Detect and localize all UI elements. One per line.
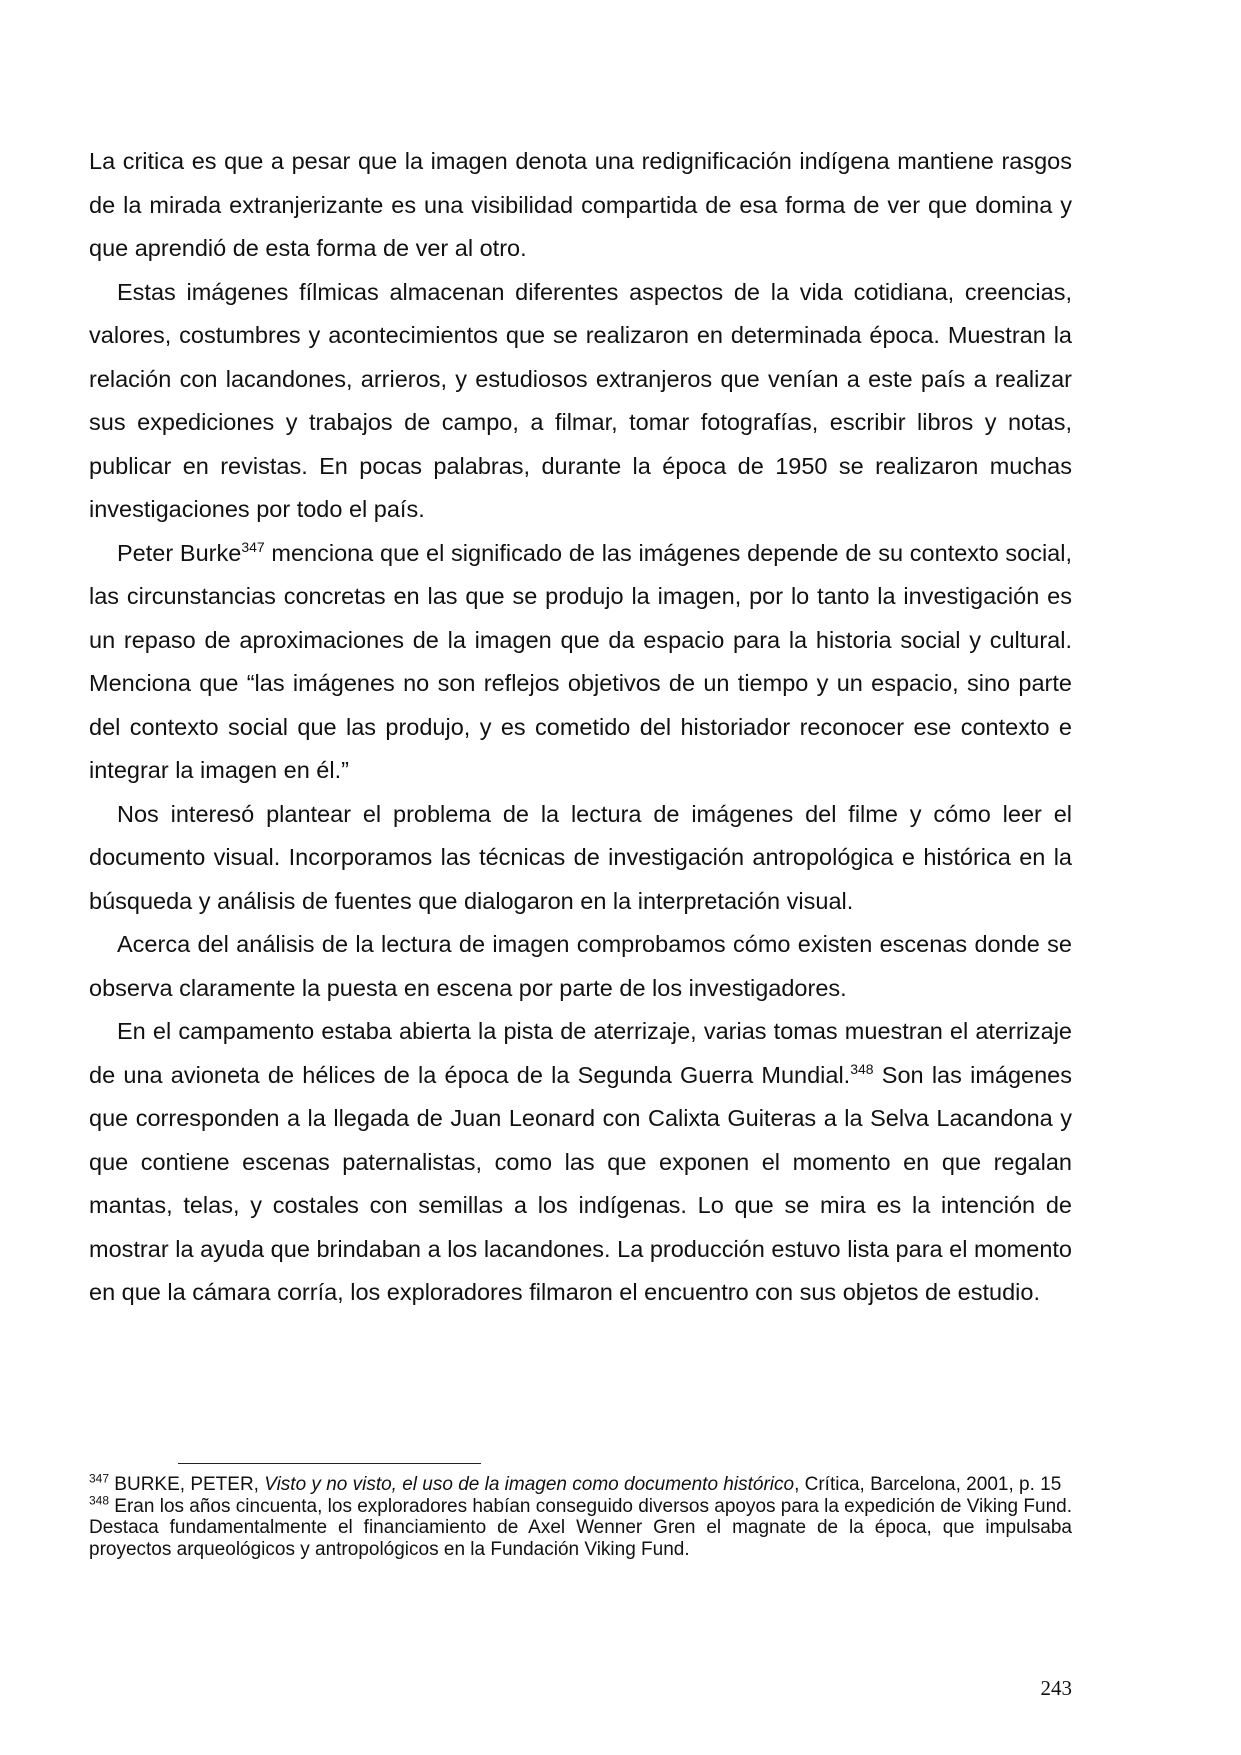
footnote-ref-347[interactable]: 347 bbox=[241, 538, 265, 555]
footnote-number-348: 348 bbox=[89, 1493, 110, 1508]
paragraph-2: Estas imágenes fílmicas almacenan diferentes aspectos de la vida cotidiana, creencias, valores, costumbres y acontecimientos que se realizaron en determinada época. Muestran la relación con lacandones, arrieros, y estudiosos extranjeros que venían a este país a realizar sus expediciones y trabajos de campo, a filmar, tomar fotografías, escribir libros y notas, publicar en revistas. En pocas palabras, durante la época de 1950 se realizaron muchas investigaciones por todo el país. bbox=[89, 278, 1072, 522]
paragraph-3-text-end: menciona que el significado de las imágenes depende de su contexto social, las circunstancias concretas en las que se produjo la imagen, por lo tanto la investigación es un repaso de aproximaciones de la imagen que da espacio para la historia social y cultural. Menciona que “las imágenes no son reflejos objetivos de un tiempo y un espacio, sino parte del contexto social que las produjo, y es cometido del historiador reconocer ese contexto e integrar la imagen en él.” bbox=[89, 539, 1073, 783]
footnote-347-title: Visto y no visto, el uso de la imagen como documento histórico bbox=[264, 1474, 795, 1495]
footnote-separator bbox=[178, 1463, 481, 1464]
paragraph-3 bbox=[89, 532, 1072, 793]
paragraph-6-text-end: Son las imágenes que corresponden a la llegada de Juan Leonard con Calixta Guiteras a la Selva Lacandona y que contiene escenas paternalistas, como las que exponen el momento en que regalan mantas, telas, y costales con semillas a los indígenas. Lo que se mira es la intención de mostrar la ayuda que brindaban a los lacandones. La producción estuvo lista para el momento en que la cámara corría, los exploradores filmaron el encuentro con sus objetos de estudio. bbox=[89, 1061, 1073, 1305]
paragraph-4: Nos interesó plantear el problema de la lectura de imágenes del filme y cómo leer el documento visual. Incorporamos las técnicas de investigación antropológica e histórica en la búsqueda y análisis de fuentes que dialogaron en la interpretación visual. bbox=[89, 800, 1072, 914]
footnote-347 bbox=[89, 1471, 1072, 1496]
paragraph-5: Acerca del análisis de la lectura de imagen comprobamos cómo existen escenas donde se observa claramente la puesta en escena por parte de los investigadores. bbox=[89, 931, 1072, 1001]
page-number: 243 bbox=[1040, 1676, 1072, 1700]
paragraph-3-text-start: Peter Burke bbox=[117, 539, 242, 566]
footnotes bbox=[89, 1471, 1072, 1560]
paragraph-6 bbox=[89, 1010, 1072, 1315]
footnote-ref-348[interactable]: 348 bbox=[850, 1060, 874, 1077]
footnote-348 bbox=[89, 1493, 1072, 1561]
paragraph-6-text-start: En el campamento estaba abierta la pista de aterrizaje, varias tomas muestran el aterrizaje de una avioneta de hélices de la época de la Segunda Guerra Mundial. bbox=[89, 1018, 1072, 1088]
body-text bbox=[89, 140, 1072, 1315]
footnote-347-author: BURKE, PETER, bbox=[109, 1474, 265, 1495]
footnote-number-347: 347 bbox=[89, 1471, 110, 1486]
footnote-348-text: Eran los años cincuenta, los exploradores habían conseguido diversos apoyos para la expedición de Viking Fund. Destaca fundamentalmente el financiamiento de Axel Wenner Gren el magnate de la época, que impulsaba proyectos arqueológicos y antropológicos en la Fundación Viking Fund. bbox=[89, 1495, 1072, 1560]
footnote-347-publication: , Crítica, Barcelona, 2001, p. 15 bbox=[794, 1474, 1062, 1495]
paragraph-1: La critica es que a pesar que la imagen denota una redignificación indígena mantiene rasgos de la mirada extranjerizante es una visibilidad compartida de esa forma de ver que domina y que aprendió de esta forma de ver al otro. bbox=[89, 148, 1072, 261]
